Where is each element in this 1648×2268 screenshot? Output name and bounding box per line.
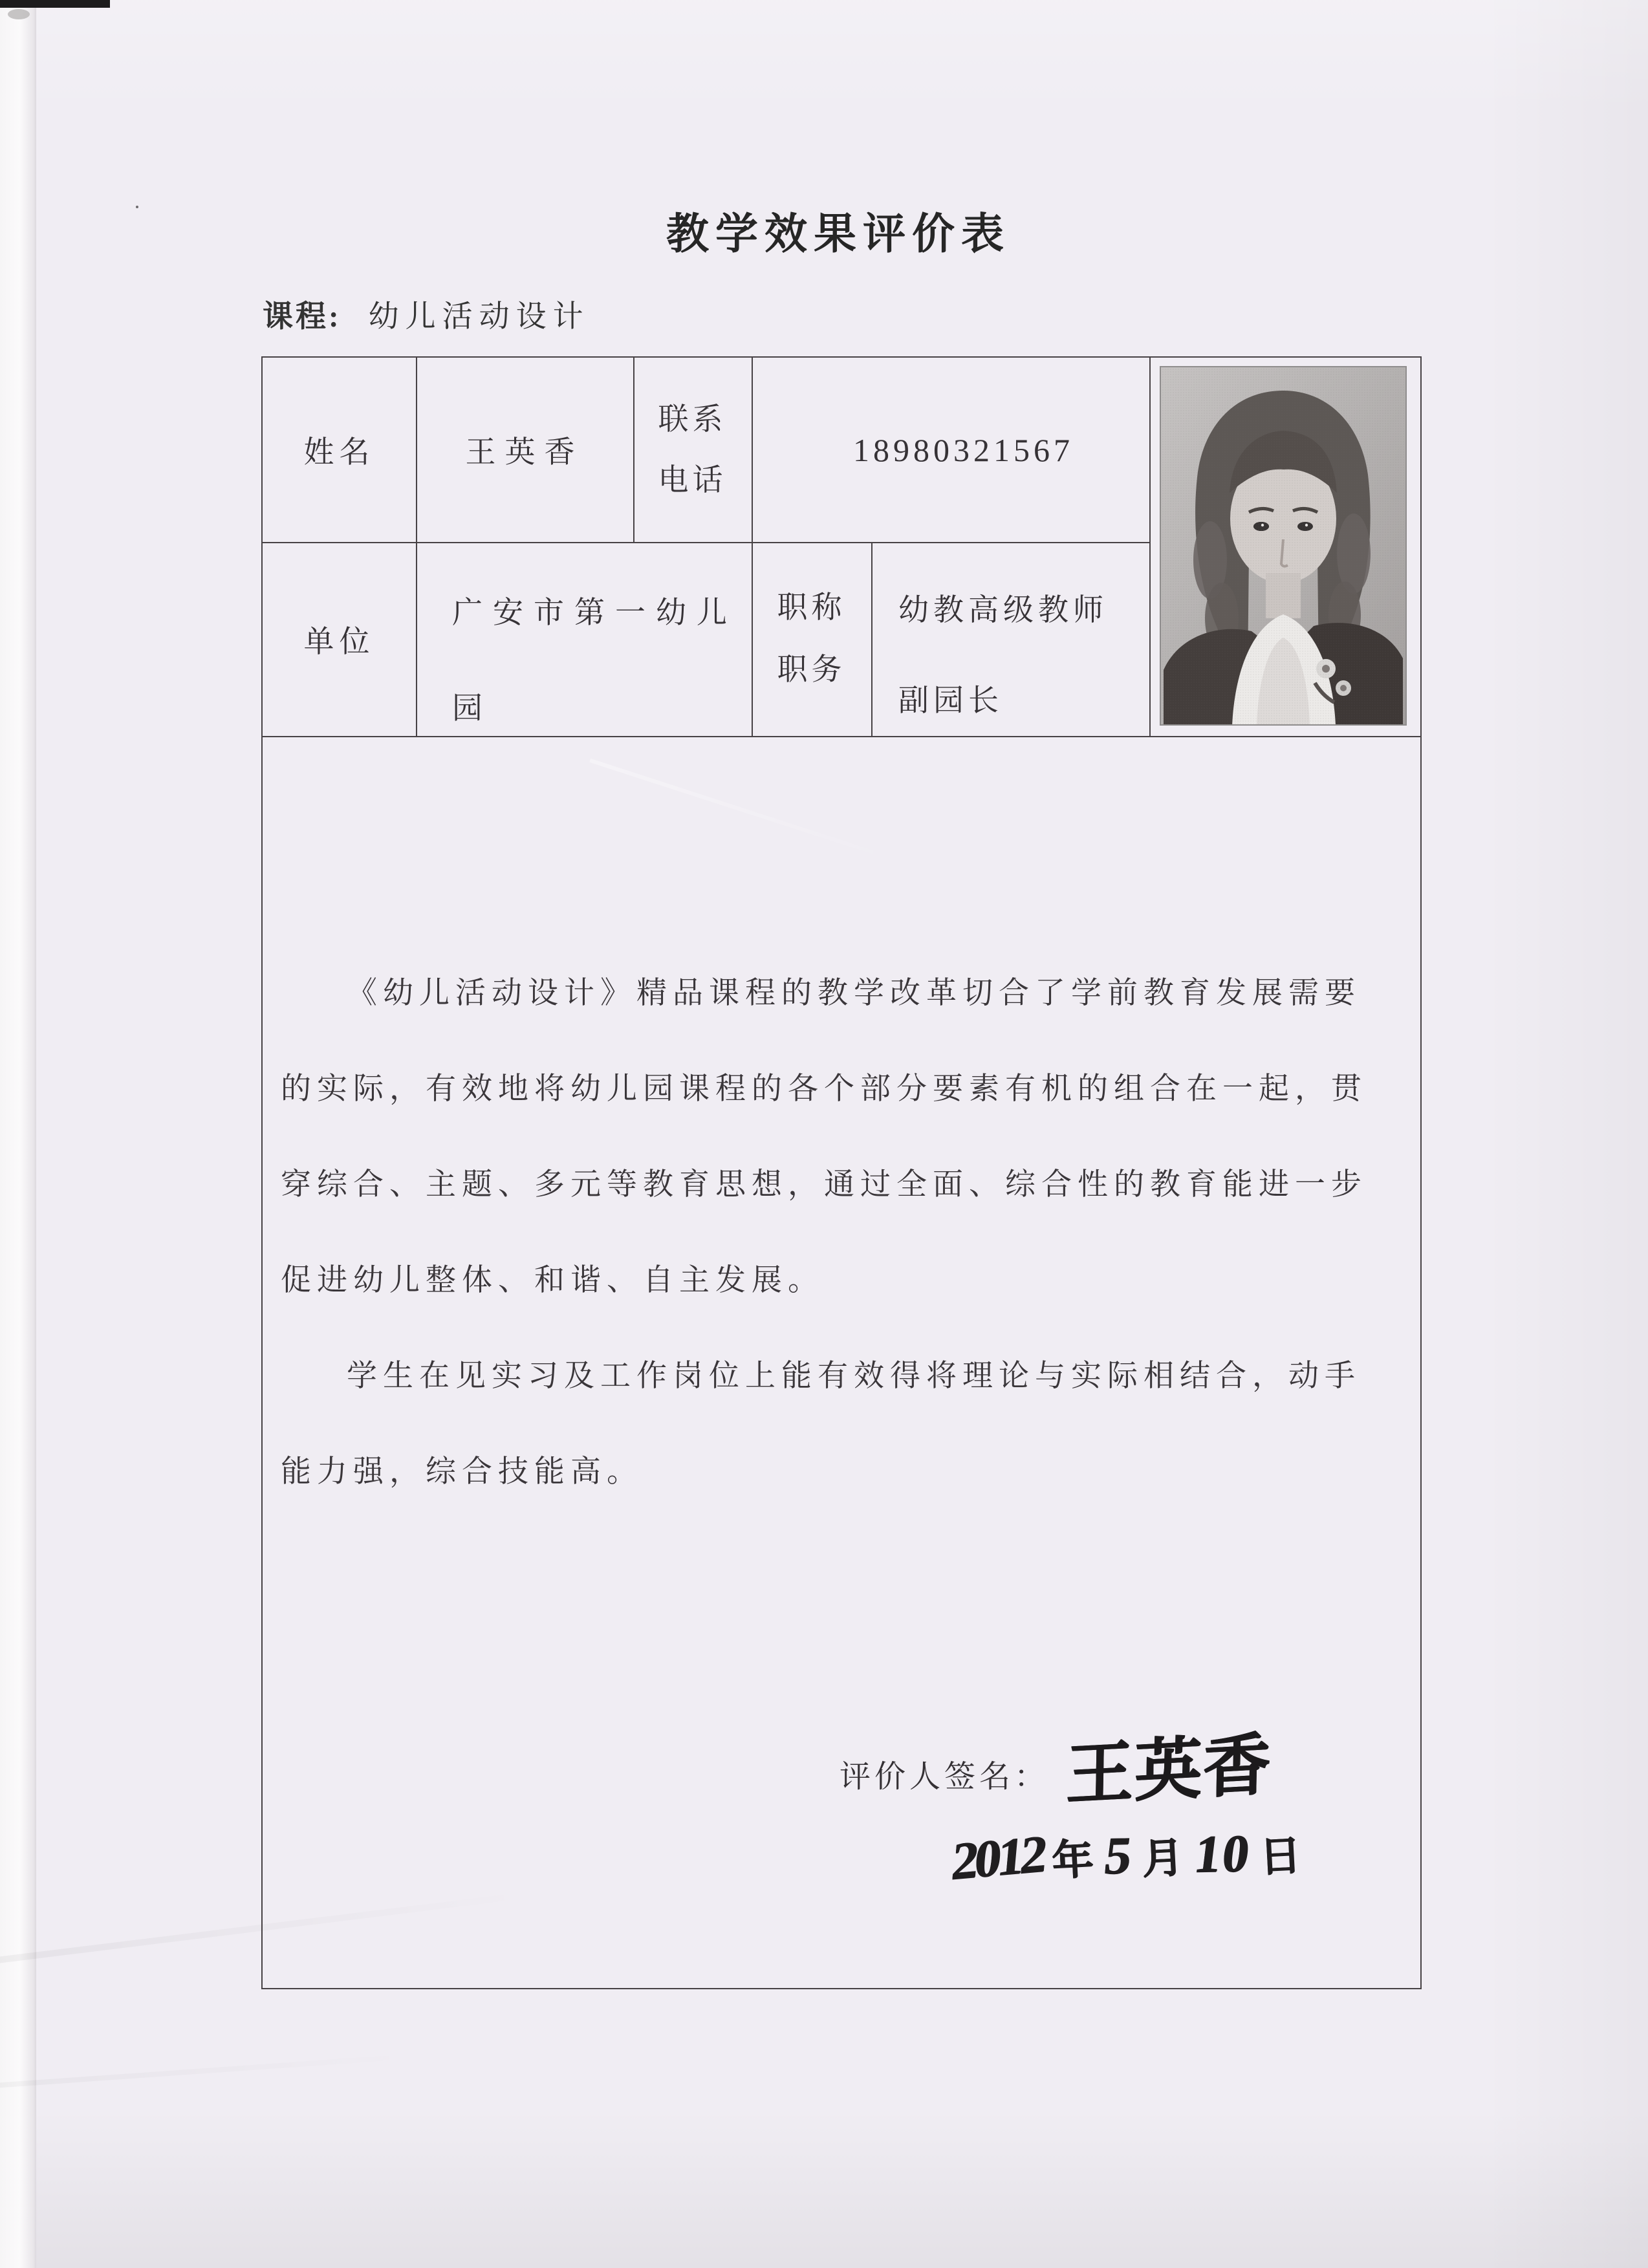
- evaluation-text: [281, 945, 1407, 1520]
- evaluation-line-6: 能力强，综合技能高。: [281, 1455, 643, 1489]
- job-title-label-line2: 职务: [777, 653, 846, 687]
- date-month: 5: [1101, 1825, 1136, 1885]
- date-day: 10: [1191, 1823, 1254, 1884]
- unit-value-line2: 园: [452, 692, 482, 726]
- date-day-unit: 日: [1258, 1832, 1303, 1881]
- page-title: 教学效果评价表: [666, 211, 1010, 258]
- unit-value: [416, 542, 751, 736]
- paper-crease: [0, 2054, 413, 2091]
- evaluation-line-2: 的实际，有效地将幼儿园课程的各个部分要素有机的组合在一起，贯: [281, 1072, 1367, 1106]
- phone-label-line1: 联系: [658, 402, 727, 437]
- date-year: 2012: [949, 1824, 1046, 1891]
- job-title-value: [871, 542, 1149, 736]
- unit-label: 单位: [303, 625, 375, 659]
- portrait-photo: [1160, 366, 1407, 726]
- phone-value: 18980321567: [853, 431, 1074, 468]
- evaluation-line-3: 穿综合、主题、多元等教育思想，通过全面、综合性的教育能进一步: [281, 1168, 1367, 1202]
- job-title-value-line1: 幼教高级教师: [898, 594, 1108, 627]
- photo-cell: [1149, 358, 1420, 736]
- unit-value-line1: 广安市第一幼儿: [452, 596, 737, 630]
- job-title-value-line2: 副园长: [898, 684, 1003, 718]
- phone-label: [633, 358, 752, 542]
- signature-handwritten-date: [951, 1822, 1313, 1889]
- scanner-edge-strip: [0, 0, 36, 2268]
- name-value: 王英香: [465, 436, 584, 470]
- phone-label-line2: 电话: [658, 463, 727, 497]
- signature-handwritten-name: 王英香: [1065, 1727, 1272, 1813]
- scan-artifact-top-left-bar: [0, 0, 110, 8]
- evaluation-line-5: 学生在见实习及工作岗位上能有效得将理论与实际相结合，动手: [347, 1359, 1361, 1393]
- table-gridline: [263, 736, 1420, 737]
- scan-artifact-blob: [8, 9, 30, 19]
- job-title-label-line1: 职称: [777, 591, 846, 625]
- signer-label: 评价人签名：: [840, 1760, 1050, 1794]
- portrait-photo-image: [1160, 366, 1407, 726]
- name-label: 姓名: [303, 436, 375, 470]
- date-month-unit: 月: [1140, 1834, 1185, 1883]
- date-year-unit: 年: [1050, 1835, 1095, 1885]
- course-label: 课程:: [263, 300, 342, 334]
- course-value: 幼儿活动设计: [368, 300, 590, 334]
- job-title-label: [752, 542, 871, 736]
- evaluation-line-1: 《幼儿活动设计》精品课程的教学改革切合了学前教育发展需要: [347, 977, 1361, 1010]
- course-line: [263, 292, 590, 336]
- scan-speck: [136, 206, 138, 208]
- evaluation-line-4: 促进幼儿整体、和谐、自主发展。: [281, 1264, 824, 1297]
